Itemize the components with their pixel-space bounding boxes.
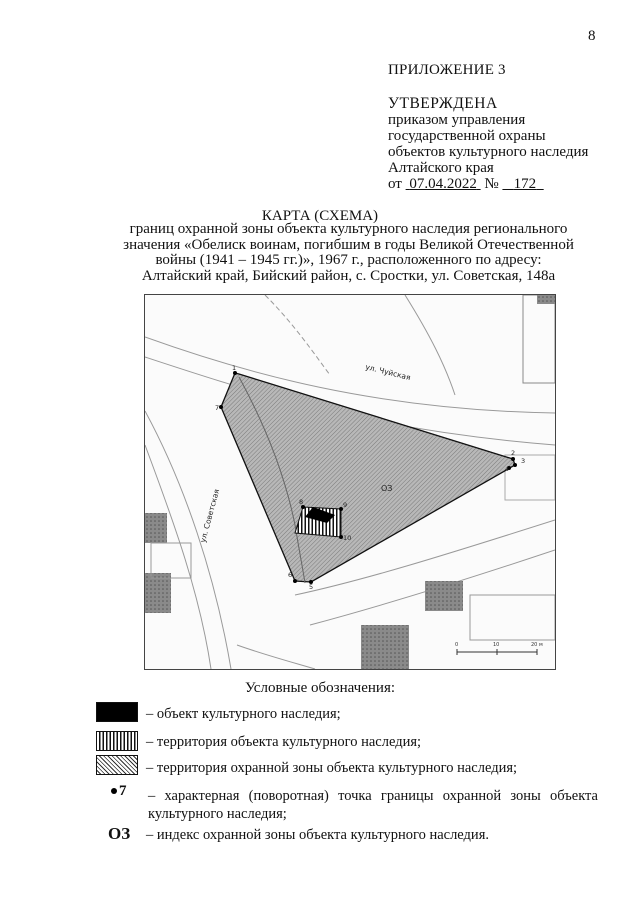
protection-zone [221, 373, 515, 582]
point-label: 8 [299, 498, 304, 506]
scale-label: 10 [493, 642, 500, 648]
point-dot-icon [111, 788, 117, 794]
appendix-heading: ПРИЛОЖЕНИЕ 3 [388, 62, 506, 78]
point-label: 10 [343, 534, 352, 542]
document-subtitle [96, 222, 601, 284]
legend-text-territory: – территория объекта культурного наследия; [146, 734, 422, 750]
zone-map [144, 294, 556, 670]
map-svg [145, 295, 555, 669]
legend-swatch-zone [96, 755, 138, 775]
legend-text-zone-index: – индекс охранной зоны объекта культурного наследия. [146, 827, 489, 843]
street-label-north: ул. Чуйская [364, 362, 412, 383]
scale-label: 0 [455, 642, 459, 648]
subtitle-line: значения «Обелиск воинам, погибшим в годы Великой Отечественной [123, 236, 574, 253]
approval-line: приказом управления [388, 112, 526, 128]
scale-label: 20 м [531, 642, 543, 648]
point-label: 3 [521, 457, 526, 465]
street-label-west: ул. Советская [198, 488, 222, 544]
approval-date-line [388, 176, 628, 192]
subtitle-line: войны (1941 – 1945 гг.)», 1967 г., расположенного по адресу: [155, 252, 542, 268]
approval-block [388, 96, 628, 192]
legend-title: Условные обозначения: [244, 680, 396, 696]
legend-text-object: – объект культурного наследия; [146, 706, 341, 722]
legend-swatch-object [96, 702, 138, 722]
approval-line: объектов культурного наследия [388, 144, 589, 160]
subtitle-line: границ охранной зоны объекта культурного наследия регионального [129, 221, 568, 237]
page-number: 8 [588, 28, 596, 44]
legend-point-symbol: 7 [111, 783, 127, 800]
approval-line: государственной охраны [388, 128, 546, 144]
date-prefix: от [388, 176, 402, 192]
subtitle-line: Алтайский край, Бийский район, с. Сростки, ул. Советская, 148а [141, 267, 556, 284]
approval-date: 07.04.2022 [409, 176, 477, 192]
approval-number: 172 [513, 176, 537, 192]
point-label: 5 [309, 583, 314, 591]
point-label: 1 [232, 364, 237, 372]
legend-zone-index-symbol: ОЗ [108, 824, 131, 843]
legend-text-zone: – территория охранной зоны объекта культурного наследия; [146, 760, 518, 776]
scale-bar [455, 642, 543, 655]
point-label: 9 [343, 501, 348, 509]
document-title: КАРТА (СХЕМА) [261, 208, 379, 224]
point-label: 2 [511, 449, 516, 457]
point-label: 7 [215, 404, 220, 412]
approval-heading: УТВЕРЖДЕНА [388, 95, 498, 112]
point-label: 4 [505, 465, 510, 473]
legend-swatch-territory [96, 731, 138, 751]
legend-text-point: – характерная (поворотная) точка границы охранной зоны объекта культурного наследия; [148, 788, 598, 822]
point-label: 6 [288, 571, 293, 579]
zone-label: ОЗ [381, 484, 393, 493]
number-prefix: № [484, 176, 499, 192]
approval-line: Алтайского края [388, 160, 494, 176]
